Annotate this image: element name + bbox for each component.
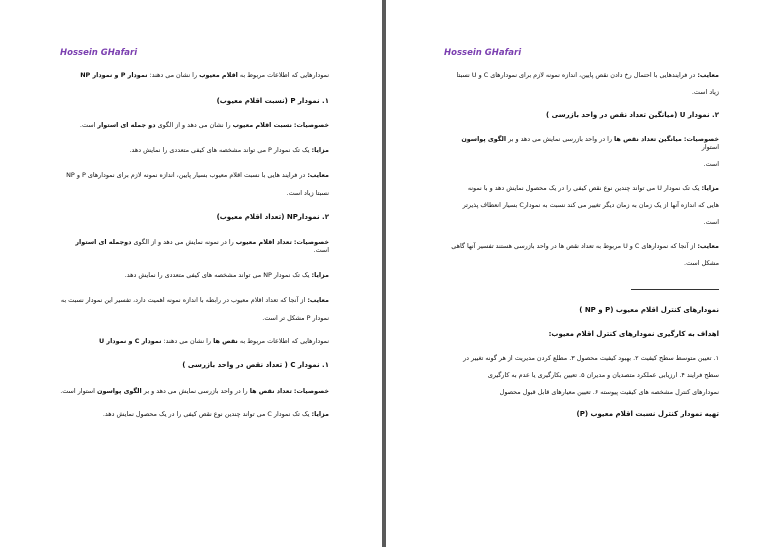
paragraph-continued: است.	[703, 160, 719, 168]
list-line: ۱. تعیین متوسط سطح کیفیت ۲. بهبود کیفیت محصول ۳. مطلع کردن مدیریت از هر گونه تغییر در	[463, 354, 719, 362]
paragraph: مزایا: یک تک نمودار NP می تواند مشخصه های کیفی متعددی را نمایش دهد.	[124, 271, 329, 279]
paragraph: خصوصیات: تعداد اقلام معیوب را در نمونه نمایش می دهد و از الگوی دوجمله ای استوار است.	[75, 238, 329, 254]
right-page	[386, 0, 768, 547]
left-page	[0, 0, 382, 547]
paragraph: مزایا: یک تک نمودار P می تواند مشخصه های کیفی متعددی را نمایش دهد.	[129, 146, 329, 154]
paragraph: مزایا: یک تک نمودار U می تواند چندین نوع نقص کیفی را در یک محصول نمایش دهد و با نمونه	[467, 184, 719, 192]
paragraph: معایب: از آنجا که تعداد اقلام معیوب در رابطه با اندازه نمونه اهمیت دارد، تفسیر این نمودار نسبت به	[60, 296, 329, 304]
paragraph: نمودارهایی که اطلاعات مربوط به نقص ها را نشان می دهند: نمودار C و نمودار U	[99, 337, 329, 345]
section-heading: تهیه نمودار کنترل نسبت اقلام معیوب (P)	[576, 410, 719, 418]
paragraph-continued: هایی که اندازه آنها از یک زمان به زمان دیگر تغییر می کند نسبت به نمودارC بسیار انعطاف پذیرتر	[462, 201, 719, 209]
list-line: نمودارهای کنترل مشخصه های کیفیت پیوسته ۶. تعیین معیارهای قابل قبول محصول	[499, 388, 719, 396]
paragraph: نمودارهایی که اطلاعات مربوط به اقلام معیوب را نشان می دهند: نمودار P و نمودار NP	[80, 71, 329, 79]
paragraph: خصوصیات: نسبت اقلام معیوب را نشان می دهد و از الگوی دو جمله ای استوار است.	[79, 121, 329, 129]
section-heading: نمودارهای کنترل اقلام معیوب (P و NP )	[579, 306, 719, 314]
section-heading: ۲. نمودارNP (تعداد اقلام معیوب)	[216, 213, 329, 221]
paragraph: معایب: از آنجا که نمودارهای C و U مربوط به تعداد نقص ها در واحد بازرسی هستند تفسیر آنها گاهی	[451, 242, 719, 250]
paragraph-continued: زیاد است.	[691, 88, 719, 96]
section-divider	[631, 289, 719, 290]
section-heading: ۲. نمودار U (میانگین تعداد نقص در واحد بازرسی )	[546, 111, 719, 119]
section-heading: ۱. نمودار C ( تعداد نقص در واحد بازرسی )	[182, 361, 329, 369]
paragraph: مزایا: یک تک نمودار C می تواند چندین نوع نقص کیفی را در یک محصول نمایش دهد.	[102, 410, 329, 418]
right-page-content	[443, 66, 719, 418]
list-line: سطح فرایند ۴. ارزیابی عملکرد متصدیان و مدیران ۵. تعیین بکارگیری یا عدم به کارگیری	[487, 371, 719, 379]
paragraph-continued: است.	[703, 218, 719, 226]
section-heading: اهداف به کارگیری نمودارهای کنترل اقلام معیوب:	[548, 330, 719, 338]
section-heading: ۱. نمودار P (نسبت اقلام معیوب)	[216, 97, 329, 105]
author-header: Hossein GHafari	[444, 48, 522, 58]
paragraph: معایب: در فرایندهایی با احتمال رخ دادن نقص پایین، اندازه نمونه لازم برای نمودارهای C و U نسبتا	[456, 71, 719, 79]
left-page-content	[58, 66, 329, 418]
paragraph-continued: نسبتا زیاد است.	[286, 189, 329, 197]
author-header: Hossein GHafari	[60, 48, 138, 58]
paragraph: خصوصیات: میانگین تعداد نقص ها را در واحد بازرسی نمایش می دهد و بر الگوی پواسون استوار	[461, 135, 719, 151]
paragraph: معایب: در فرایند هایی با نسبت اقلام معیوب بسیار پایین، اندازه نمونه لازم برای نمودارهای P و NP	[66, 171, 329, 179]
paragraph: خصوصیات: تعداد نقص ها را در واحد بازرسی نمایش می دهد و بر الگوی پواسون استوار است.	[60, 387, 329, 395]
paragraph-continued: مشکل است.	[684, 259, 719, 267]
paragraph-continued: نمودار P مشکل تر است.	[262, 314, 329, 322]
